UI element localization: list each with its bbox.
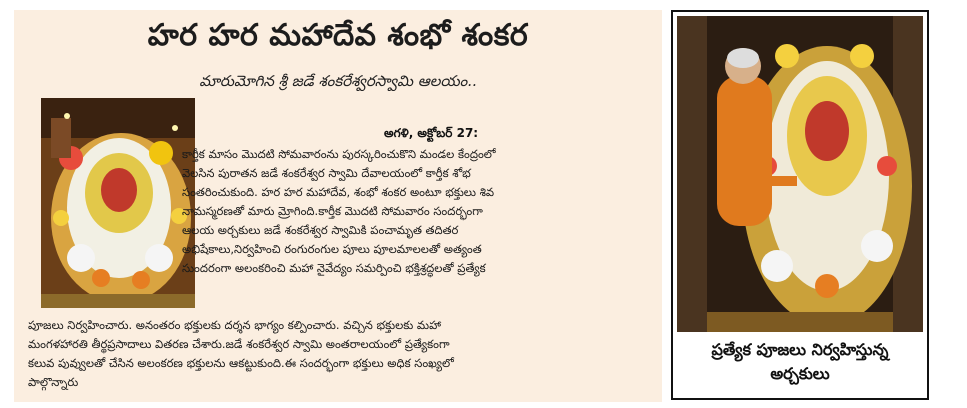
body-line: మంగళహారతి తీర్థప్రసాదాలు వితరణ చేశారు.జడే శంకరేశ్వర స్వామి అంతరాలయంలో ప్రత్యేకంగా bbox=[28, 337, 450, 351]
caption-line: ప్రత్యేక పూజలు నిర్వహిస్తున్న bbox=[711, 340, 889, 359]
flower-decorated-deity-image bbox=[41, 98, 195, 308]
caption-line: అర్చకులు bbox=[770, 364, 830, 383]
body-line: కార్తీక మాసం మొదటి సోమవారంను పురస్కరించుకొని మండల కేంద్రంలో bbox=[182, 147, 496, 161]
priest-worship-photo bbox=[677, 16, 923, 332]
body-line: అభిషేకాలు,నిర్వహించి రంగురంగుల పూలు పూలమాలలతో అత్యంత bbox=[182, 242, 482, 256]
body-line: పూజలు నిర్వహించారు. అనంతరం భక్తులకు దర్శన భాగ్యం కల్పించారు. వచ్చిన భక్తులకు మహా bbox=[28, 318, 441, 332]
body-line: సుందరంగా అలంకరించి మహా నైవేద్యం సమర్పించి భక్తిశ్రద్ధలతో ప్రత్యేక bbox=[182, 261, 486, 275]
article-body-top bbox=[182, 145, 656, 278]
article-dateline: అగళి, అక్టోబర్ 27: bbox=[384, 126, 479, 140]
deity-decoration-photo bbox=[41, 98, 195, 308]
body-line: వెలసిన పురాతన జడే శంకరేశ్వర స్వామి దేవాలయంలో కార్తీక శోభ bbox=[182, 166, 471, 180]
body-line: పాల్గొన్నారు bbox=[28, 375, 79, 389]
photo-caption bbox=[673, 338, 927, 386]
body-line: కలువ పువ్వులతో చేసిన అలంకరణ భక్తులను ఆకట్టుకుంది.ఈ సందర్భంగా భక్తులు అధిక సంఖ్యలో bbox=[28, 356, 454, 370]
article-subheadline: మారుమోగిన శ్రీ జడే శంకరేశ్వరస్వామి ఆలయం.. bbox=[199, 72, 477, 90]
news-article bbox=[14, 10, 662, 402]
priest-performing-puja-image bbox=[677, 16, 923, 332]
article-body-bottom bbox=[28, 316, 656, 392]
body-line: ఆలయ అర్చకులు జడే శంకరేశ్వర స్వామికి పంచామృత తదితర bbox=[182, 223, 459, 237]
photo-frame bbox=[671, 10, 929, 400]
article-headline: హర హర మహాదేవ శంభో శంకర bbox=[147, 18, 529, 53]
body-line: నామస్మరణతో మారు మ్రోగింది.కార్తీక మొదటి సోమవారం సందర్భంగా bbox=[182, 204, 483, 218]
body-line: సంతరించుకుంది. హర హర మహాదేవ, శంభో శంకర అంటూ భక్తులు శివ bbox=[182, 185, 495, 199]
